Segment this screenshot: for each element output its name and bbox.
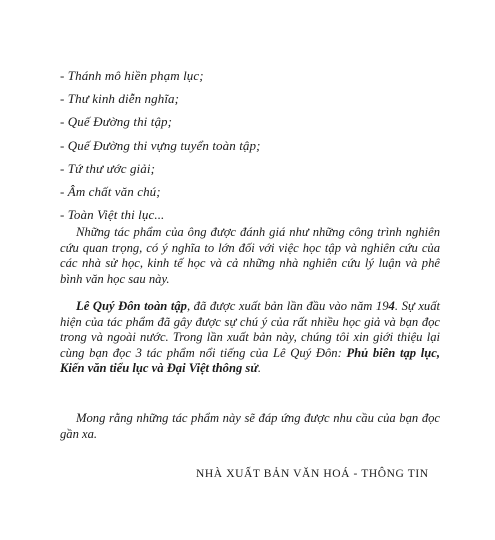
paragraph-closing-wish: Mong rằng những tác phẩm này sẽ đáp ứng được nhu cầu của bạn đọc gần xa.: [60, 411, 440, 441]
works-list: [60, 64, 460, 226]
publisher-name: NHÀ XUẤT BẢN VĂN HOÁ - THÔNG TIN: [196, 468, 429, 480]
paragraph-works-significance: Những tác phẩm của ông được đánh giá như những công trình nghiên cứu quan trọng, có ý nghĩa to lớn đối với việc học tập và nghiên cứu của các nhà sử học, kinh tế học và cả những nhà nghiên cứu lý luận và phê bình văn học sau này.: [60, 225, 440, 286]
list-item: - Thánh mô hiền phạm lục;: [60, 68, 204, 83]
list-item: - Tứ thư ước giải;: [60, 160, 156, 176]
year-digit: 4: [388, 299, 395, 313]
list-item: - Toàn Việt thi lục...: [60, 207, 165, 223]
paragraph-publication-note: [60, 299, 440, 377]
featured-works: Phủ biên tạp lục, Kiến văn tiểu lục và Đại Việt thông sử: [60, 345, 440, 376]
list-item: - Quế Đường thi tập;: [60, 114, 173, 130]
collection-title: Lê Quý Đôn toàn tập: [76, 299, 187, 313]
list-item: - Âm chất văn chú;: [60, 184, 161, 200]
paragraph-text: , đã được xuất bản lần đầu vào năm 19: [186, 299, 389, 313]
list-item: - Thư kinh diễn nghĩa;: [60, 91, 180, 107]
list-item: - Quế Đường thi vựng tuyển toàn tập;: [60, 137, 261, 153]
paragraph-text: .: [257, 361, 262, 376]
paragraph-text: . Sự xuất hiện của tác phẩm đã gây được sự chú ý của rất nhiều học giả và bạn đọc trong và ngoài nước. Trong lần xuất bản này, chúng tôi xin giới thiệu lại cùng bạn đọc 3 tác phẩm nổi tiếng của Lê Quý Đôn:: [60, 299, 441, 360]
